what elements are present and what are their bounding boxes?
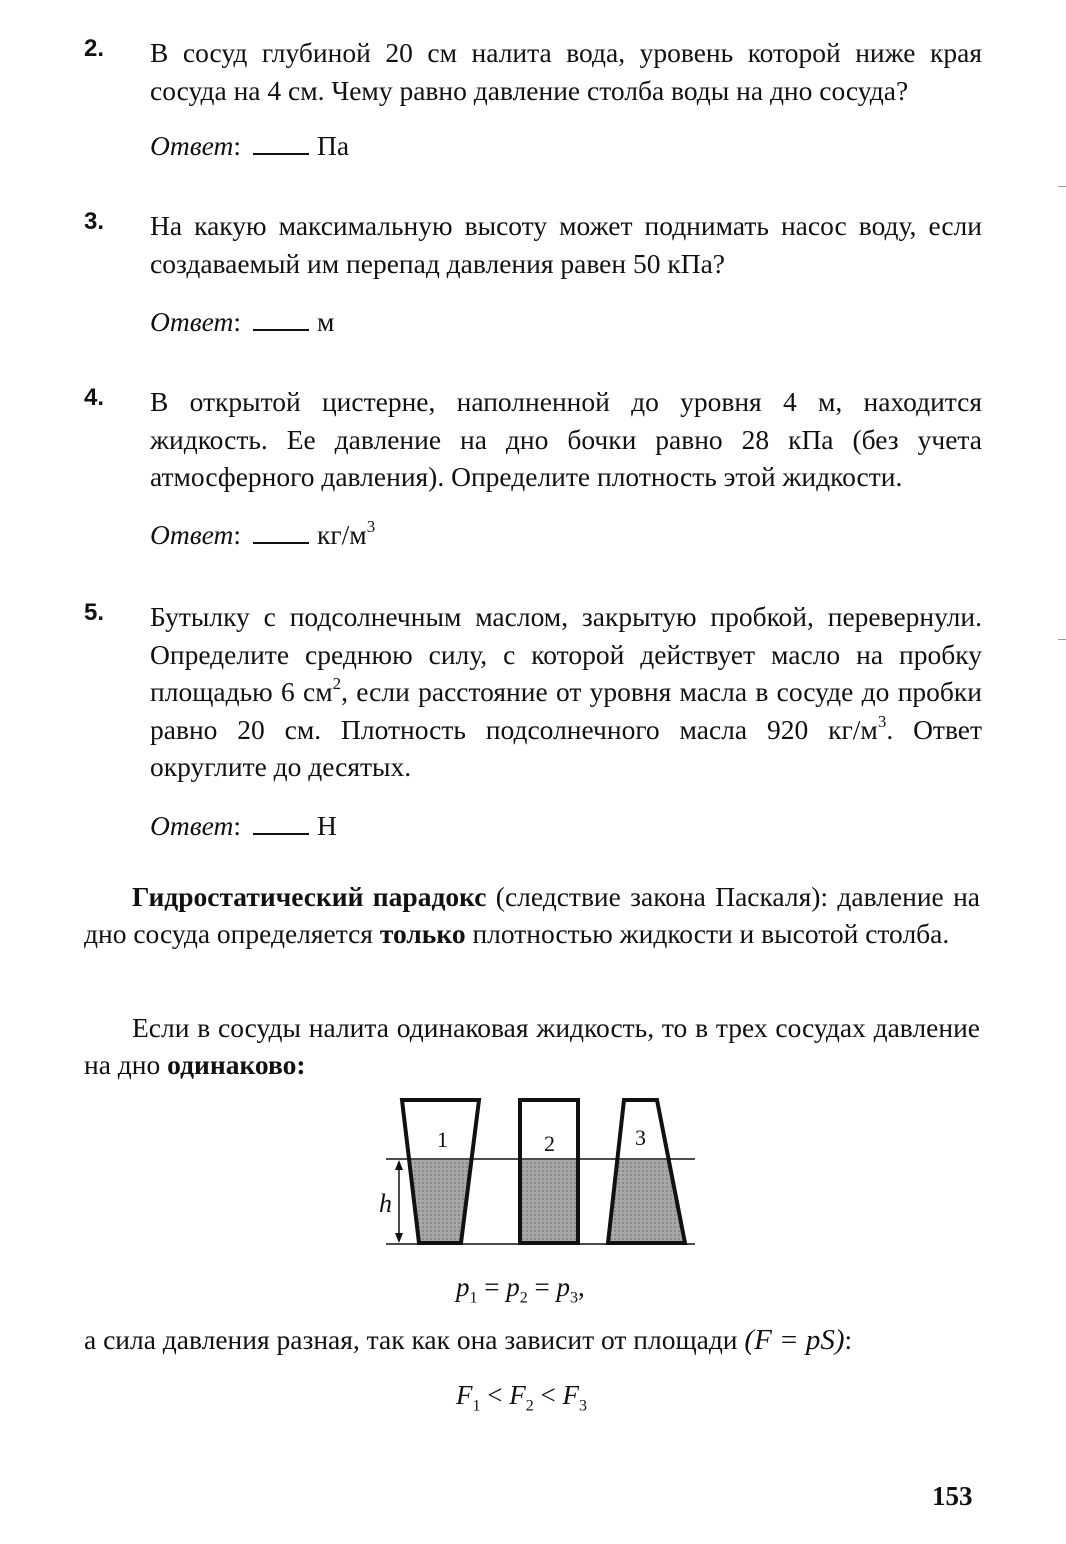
paradox-term: Гидростатический парадокс: [132, 881, 487, 912]
height-label: h: [379, 1189, 392, 1218]
vessel-2-label: 2: [544, 1131, 555, 1156]
task-number: 2.: [84, 35, 105, 62]
task-text: В открытой цистерне, наполненной до уровня 4 м, находится жидкость. Ее давление на дно бочки равно 28 кПа (без учета атмосферного давления). Определите плотность этой жидкости.: [150, 386, 982, 492]
answer-unit: Н: [317, 810, 337, 841]
answer-label: Ответ: [150, 130, 234, 161]
force-sentence: а сила давления разная, так как она зависит от площади (F = pS):: [84, 1324, 853, 1356]
task-number: 5.: [84, 599, 105, 626]
answer-blank: [253, 542, 309, 544]
arrow-head-up: [395, 1160, 403, 1170]
answer-blank: [253, 329, 309, 331]
task-text: Бутылку с подсолнечным маслом, закрытую пробкой, перевернули. Определите среднюю силу, с которой действует масло на пробку площадью 6 $см^2$, если расстояние от уровня масла в сосуде до пробки равно 20 см. Плотность подсолнечного масла 920 $кг/м^3$. Ответ округлите до десятых.: [150, 601, 982, 782]
pressure-formula: $p_1 = p_2 = p_3$,: [456, 1272, 585, 1307]
answer-line: Ответ: Па: [150, 130, 350, 161]
answer-unit: кг/м: [317, 519, 367, 550]
answer-line: Ответ: $кг/м^3$: [150, 517, 376, 550]
task-text: В сосуд глубиной 20 см налита вода, уровень которой ниже края сосуда на 4 см. Чему равно давление столба воды на дно сосуда?: [150, 37, 982, 106]
emphasis-equal: одинаково:: [167, 1049, 306, 1080]
task-number: 3.: [84, 208, 105, 235]
answer-label: Ответ: [150, 306, 234, 337]
vessel-2-liquid: [520, 1160, 578, 1243]
arrow-head-down: [395, 1233, 403, 1243]
answer-unit: м: [317, 306, 335, 337]
emphasis-only: только: [379, 918, 466, 949]
same-liquid-paragraph: Если в сосуды налита одинаковая жидкость, то в трех сосудах давление на дно одинаково:: [84, 1012, 980, 1080]
force-inline-formula: (F = pS): [744, 1324, 845, 1356]
answer-label: Ответ: [150, 810, 234, 841]
answer-line: Ответ: м: [150, 306, 335, 337]
unit-exponent: 3: [366, 517, 376, 536]
page-number: 153: [932, 1481, 973, 1511]
force-formula: $F_1 < F_2 < F_3$: [456, 1380, 587, 1415]
answer-label: Ответ: [150, 519, 234, 550]
task-number: 4.: [84, 384, 105, 411]
answer-blank: [253, 153, 309, 155]
answer-line: Ответ: Н: [150, 810, 337, 841]
answer-unit: Па: [317, 130, 350, 161]
task-text: На какую максимальную высоту может поднимать насос воду, если создаваемый им перепад давления равен 50 кПа?: [150, 210, 982, 279]
paradox-paragraph: Гидростатический парадокс (следствие закона Паскаля): давление на дно сосуда определяется только плотностью жидкости и высотой столба.: [84, 881, 981, 949]
scan-edge-mark: [1058, 186, 1066, 187]
vessels-figure: [370, 1090, 710, 1260]
vessel-3-label: 3: [635, 1125, 646, 1150]
vessel-1-label: 1: [437, 1127, 448, 1152]
answer-blank: [253, 833, 309, 835]
scan-edge-mark: [1058, 639, 1066, 640]
